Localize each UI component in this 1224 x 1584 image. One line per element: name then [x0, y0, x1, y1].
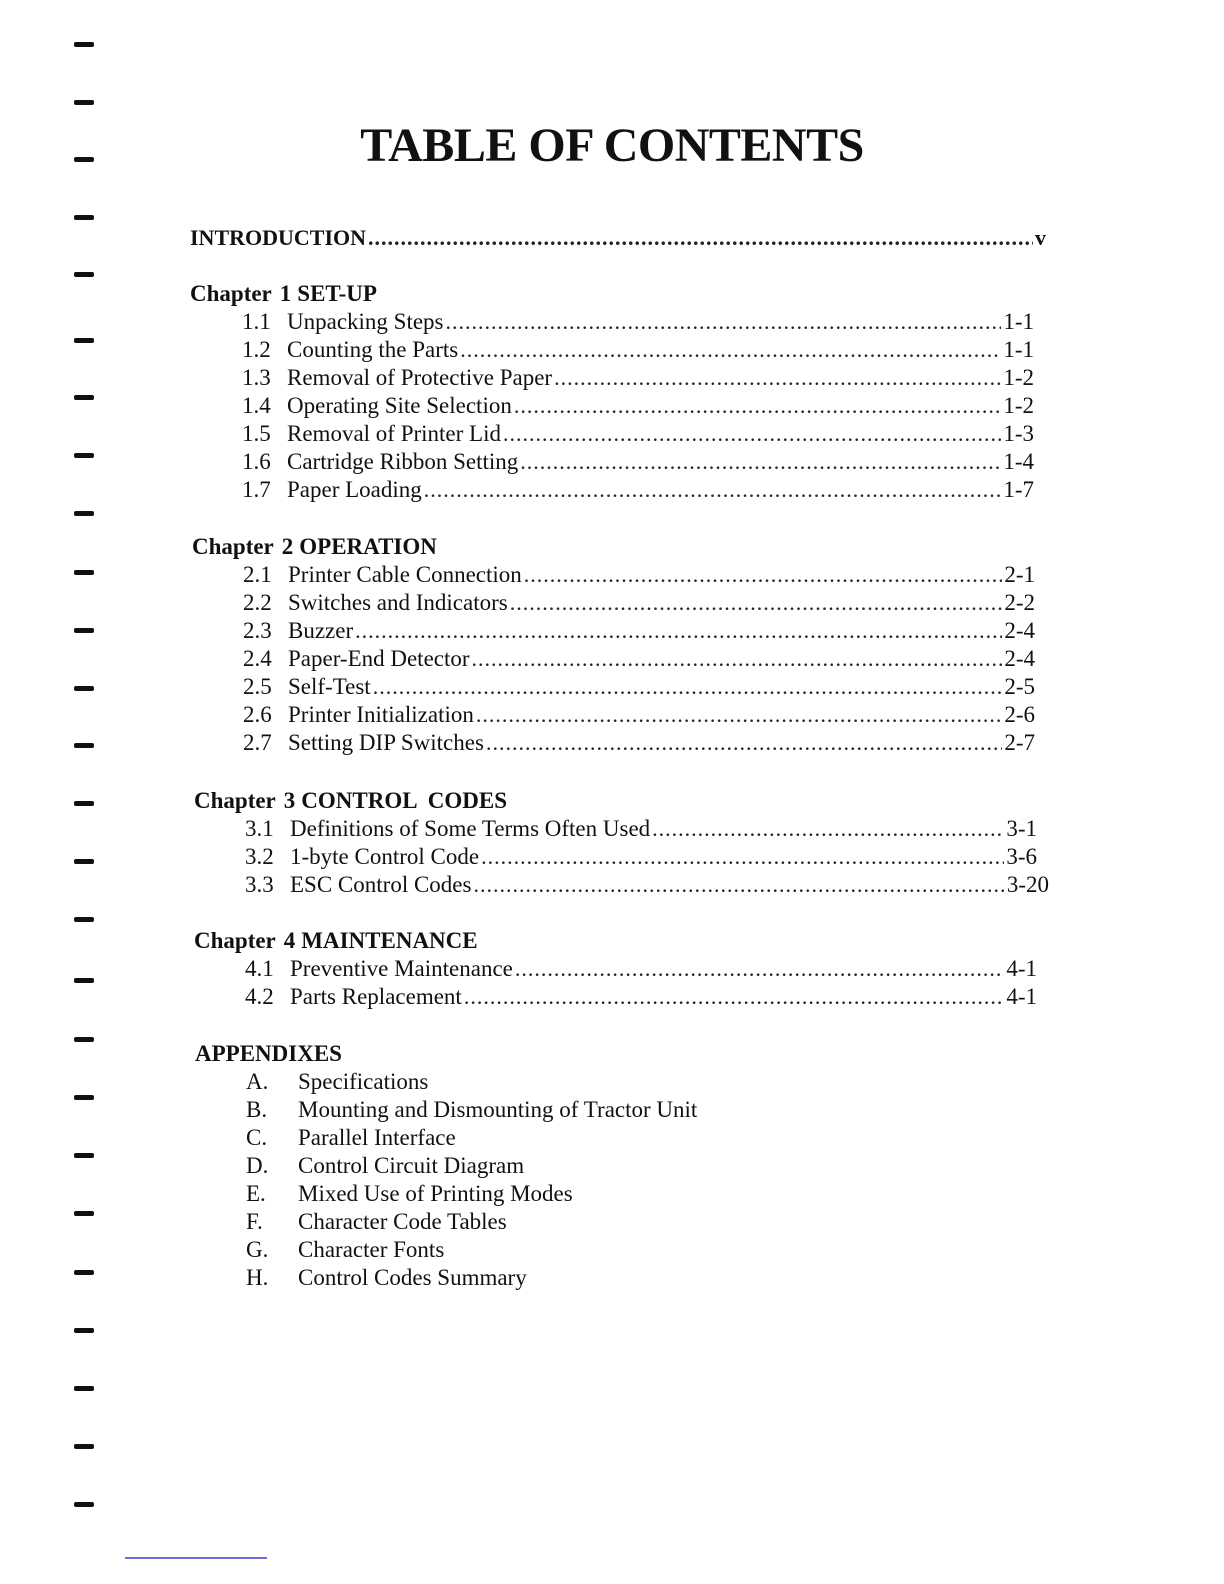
binding-mark	[74, 570, 94, 575]
chapter-heading: Chapter 3 CONTROL CODES	[194, 788, 508, 813]
toc-entry[interactable]: 1.4 Operating Site Selection ..... 1-2	[242, 393, 1034, 419]
binding-mark	[74, 743, 94, 748]
dot-leader	[446, 309, 1002, 335]
dot-leader	[520, 449, 1001, 475]
dot-leader	[373, 674, 1003, 700]
dot-leader	[503, 421, 1001, 447]
toc-entry[interactable]: 1.7 Paper Loading ..... 1-7	[242, 477, 1034, 503]
binding-mark	[74, 1037, 94, 1042]
binding-mark	[74, 1211, 94, 1216]
dot-leader	[460, 337, 1001, 363]
dot-leader	[464, 984, 1005, 1010]
chapter-heading: Chapter 1 SET-UP	[190, 281, 377, 306]
toc-entry[interactable]: 2.5 Self-Test ..... 2-5	[243, 674, 1035, 700]
toc-entry[interactable]: 2.6 Printer Initialization ..... 2-6	[243, 702, 1035, 728]
toc-entry[interactable]: 1.6 Cartridge Ribbon Setting ..... 1-4	[242, 449, 1034, 475]
dot-leader	[355, 618, 1002, 644]
toc-entry[interactable]: 1.3 Removal of Protective Paper ..... 1-2	[242, 365, 1034, 391]
appendix-item[interactable]: G. Character Fonts	[246, 1237, 445, 1262]
binding-mark	[74, 1502, 94, 1507]
binding-marks	[0, 0, 140, 1584]
dot-leader	[424, 477, 1002, 503]
toc-entry[interactable]: 2.4 Paper-End Detector ..... 2-4	[243, 646, 1035, 672]
toc-entry-introduction[interactable]	[190, 225, 1046, 251]
dot-leader	[486, 730, 1002, 756]
toc-entry[interactable]: 1.1 Unpacking Steps ..... 1-1	[242, 309, 1034, 335]
appendix-item[interactable]: A. Specifications	[246, 1069, 429, 1094]
binding-mark	[74, 1153, 94, 1158]
dot-leader	[368, 225, 1033, 251]
page-title: TABLE OF CONTENTS	[360, 119, 864, 172]
toc-entry[interactable]: 2.2 Switches and Indicators ..... 2-2	[243, 590, 1035, 616]
binding-mark	[74, 1095, 94, 1100]
appendix-item[interactable]: D. Control Circuit Diagram	[246, 1153, 525, 1178]
binding-mark	[74, 272, 94, 277]
dot-leader	[514, 393, 1001, 419]
binding-mark	[74, 1444, 94, 1449]
dot-leader	[476, 702, 1002, 728]
dot-leader	[472, 646, 1003, 672]
dot-leader	[652, 816, 1004, 842]
binding-mark	[74, 978, 94, 983]
binding-mark	[74, 395, 94, 400]
binding-mark	[74, 453, 94, 458]
entry-label: INTRODUCTION	[190, 225, 367, 250]
binding-mark	[74, 917, 94, 922]
toc-entry[interactable]: 2.7 Setting DIP Switches ..... 2-7	[243, 730, 1035, 756]
appendix-item[interactable]: B. Mounting and Dismounting of Tractor Unit	[246, 1097, 698, 1122]
dot-leader	[515, 956, 1004, 982]
dot-leader	[510, 590, 1003, 616]
appendix-item[interactable]: E. Mixed Use of Printing Modes	[246, 1181, 573, 1206]
toc-entry[interactable]: 4.1 Preventive Maintenance ..... 4-1	[245, 956, 1037, 982]
toc-entry[interactable]: 3.1 Definitions of Some Terms Often Used ..... 3-1	[245, 816, 1037, 842]
binding-mark	[74, 1328, 94, 1333]
toc-entry[interactable]: 2.3 Buzzer ..... 2-4	[243, 618, 1035, 644]
binding-mark	[74, 1270, 94, 1275]
binding-mark	[74, 686, 94, 691]
binding-mark	[74, 338, 94, 343]
binding-mark	[74, 100, 94, 105]
dot-leader	[524, 562, 1003, 588]
appendix-item[interactable]: F. Character Code Tables	[246, 1209, 507, 1234]
binding-mark	[74, 511, 94, 516]
binding-mark	[74, 1386, 94, 1391]
chapter-heading: Chapter 2 OPERATION	[192, 534, 437, 559]
toc-entry[interactable]: 1.5 Removal of Printer Lid ..... 1-3	[242, 421, 1034, 447]
entry-page: v	[1035, 225, 1046, 250]
dot-leader	[473, 872, 1004, 898]
chapter-heading: Chapter 4 MAINTENANCE	[194, 928, 478, 953]
appendixes-heading: APPENDIXES	[195, 1041, 342, 1066]
dot-leader	[481, 844, 1004, 870]
binding-mark	[74, 215, 94, 220]
binding-mark	[74, 859, 94, 864]
binding-mark	[74, 628, 94, 633]
toc-entry[interactable]: 2.1 Printer Cable Connection ..... 2-1	[243, 562, 1035, 588]
toc-entry[interactable]: 1.2 Counting the Parts ..... 1-1	[242, 337, 1034, 363]
toc-entry[interactable]: 4.2 Parts Replacement ..... 4-1	[245, 984, 1037, 1010]
toc-entry[interactable]: 3.3 ESC Control Codes ..... 3-20	[245, 872, 1049, 898]
appendix-item[interactable]: C. Parallel Interface	[246, 1125, 456, 1150]
appendix-item[interactable]: H. Control Codes Summary	[246, 1265, 527, 1290]
footer-rule	[125, 1557, 267, 1559]
binding-mark	[74, 42, 94, 47]
toc-entry[interactable]: 3.2 1-byte Control Code ..... 3-6	[245, 844, 1037, 870]
dot-leader	[554, 365, 1001, 391]
binding-mark	[74, 801, 94, 806]
